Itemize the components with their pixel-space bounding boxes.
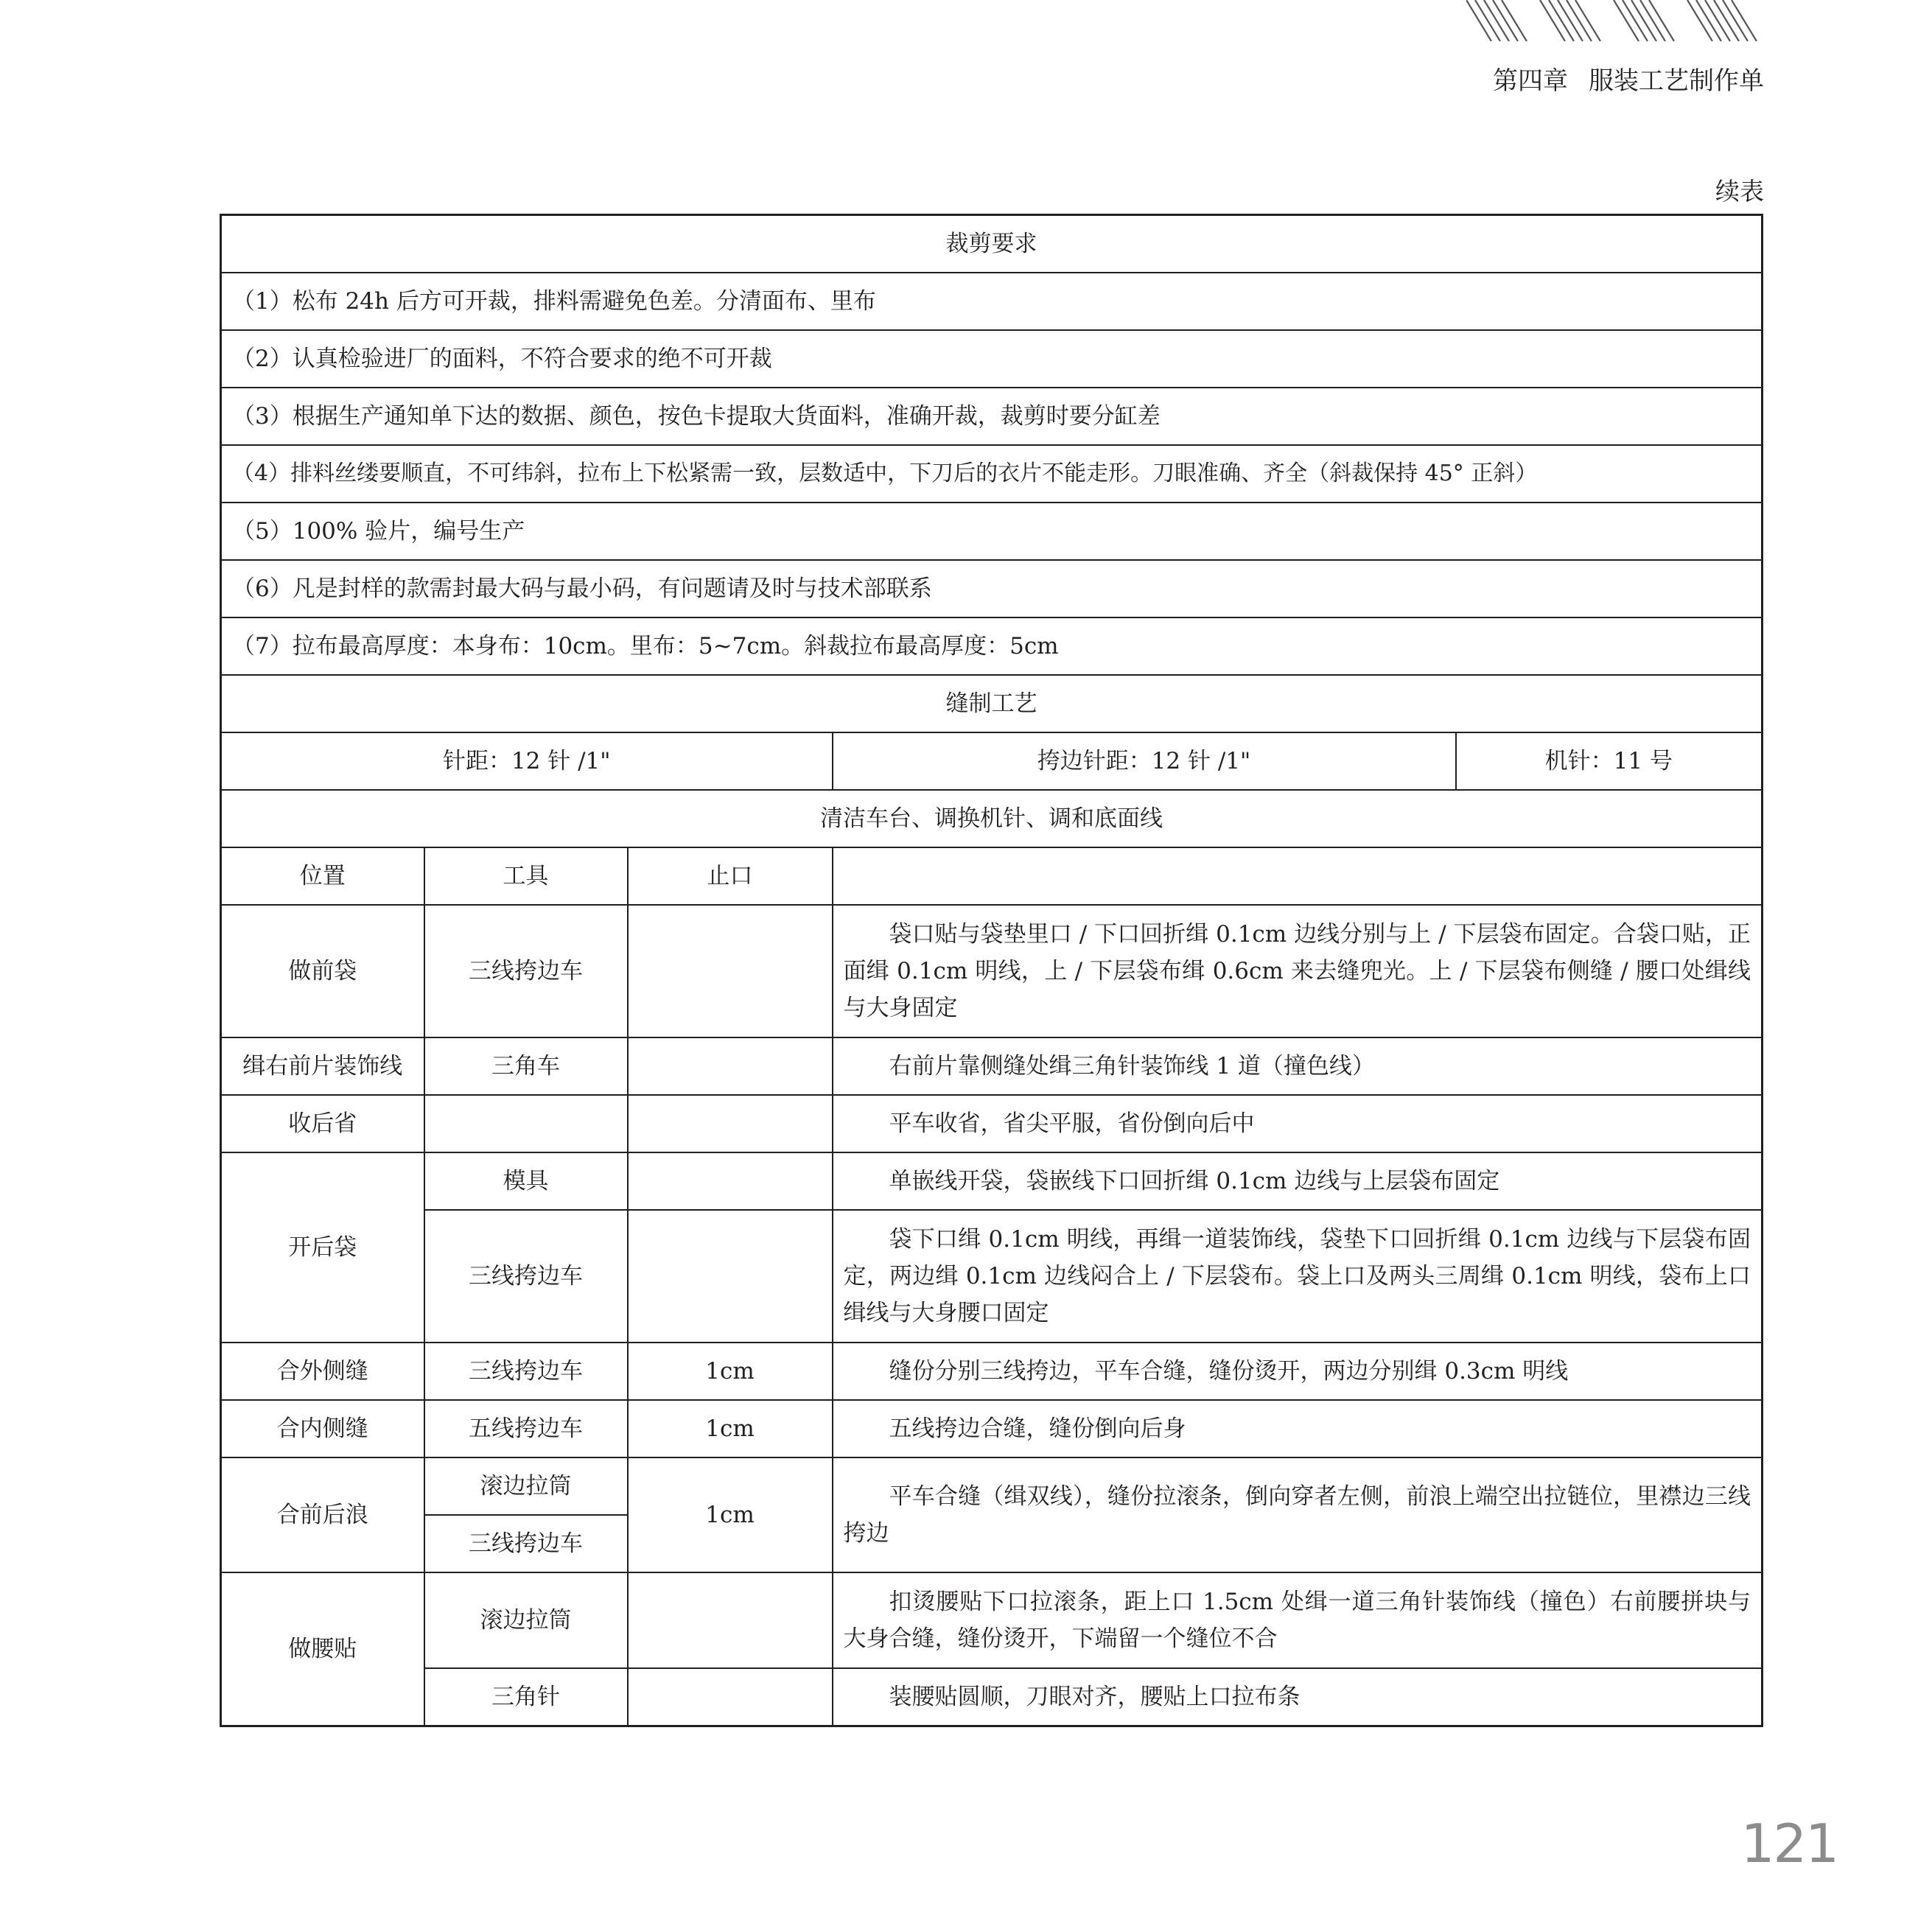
row-tool: 三角车 — [424, 1037, 628, 1095]
row-description: 平车合缝（缉双线），缝份拉滚条，倒向穿者左侧，前浪上端空出拉链位，里襟边三线挎边 — [833, 1457, 1763, 1572]
row-position: 合前后浪 — [221, 1457, 424, 1572]
row-position: 做腰贴 — [221, 1572, 424, 1726]
chapter-title: 服装工艺制作单 — [1589, 66, 1764, 96]
row-tool: 五线挎边车 — [424, 1400, 628, 1457]
row-tool — [424, 1095, 628, 1152]
cutting-item: （7）拉布最高厚度：本身布：10cm。里布：5~7cm。斜裁拉布最高厚度：5cm — [221, 617, 1763, 675]
cutting-item: （3）根据生产通知单下达的数据、颜色，按色卡提取大货面料，准确开裁，裁剪时要分缸差 — [221, 388, 1763, 445]
cutting-item: （5）100% 验片，编号生产 — [221, 503, 1763, 560]
table-row — [221, 905, 1763, 1037]
row-description: 平车收省，省尖平服，省份倒向后中 — [833, 1095, 1763, 1152]
row-allowance — [628, 1095, 833, 1152]
table-row — [221, 1210, 1763, 1343]
process-sheet-table — [220, 214, 1763, 1727]
row-tool: 三线挎边车 — [424, 1515, 628, 1572]
corner-stripes-decoration — [1466, 0, 1761, 41]
cutting-requirements-title: 裁剪要求 — [221, 215, 1763, 273]
table-row — [221, 1572, 1763, 1668]
row-position: 缉右前片装饰线 — [221, 1037, 424, 1095]
row-allowance — [628, 1037, 833, 1095]
cutting-item: （2）认真检验进厂的面料，不符合要求的绝不可开裁 — [221, 330, 1763, 388]
row-allowance — [628, 1152, 833, 1210]
row-allowance: 1cm — [628, 1400, 833, 1457]
row-description: 袋口贴与袋垫里口 / 下口回折缉 0.1cm 边线分别与上 / 下层袋布固定。合袋口贴，正面缉 0.1cm 明线，上 / 下层袋布缉 0.6cm 来去缝兜光。上 / 下层袋布侧缝 / 腰口处缉线与大身固定 — [833, 905, 1763, 1037]
row-description: 装腰贴圆顺，刀眼对齐，腰贴上口拉布条 — [833, 1668, 1763, 1726]
row-tool: 滚边拉筒 — [424, 1457, 628, 1515]
row-tool: 三线挎边车 — [424, 905, 628, 1037]
row-position: 合内侧缝 — [221, 1400, 424, 1457]
table-row — [221, 1037, 1763, 1095]
column-header-position: 位置 — [221, 847, 424, 905]
table-row — [221, 1668, 1763, 1726]
cutting-item: （6）凡是封样的款需封最大码与最小码，有问题请及时与技术部联系 — [221, 560, 1763, 617]
row-position: 收后省 — [221, 1095, 424, 1152]
row-description: 缝份分别三线挎边，平车合缝，缝份烫开，两边分别缉 0.3cm 明线 — [833, 1343, 1763, 1400]
row-tool: 滚边拉筒 — [424, 1572, 628, 1668]
row-tool: 三线挎边车 — [424, 1343, 628, 1400]
column-header-allowance: 止口 — [628, 847, 833, 905]
continued-label: 续表 — [1715, 177, 1764, 206]
row-position: 合外侧缝 — [221, 1343, 424, 1400]
row-tool: 三角针 — [424, 1668, 628, 1726]
table-row — [221, 1095, 1763, 1152]
row-description: 扣烫腰贴下口拉滚条，距上口 1.5cm 处缉一道三角针装饰线（撞色）右前腰拼块与大身合缝，缝份烫开，下端留一个缝位不合 — [833, 1572, 1763, 1668]
table-row — [221, 1400, 1763, 1457]
row-allowance: 1cm — [628, 1343, 833, 1400]
row-position: 做前袋 — [221, 905, 424, 1037]
table-row — [221, 1152, 1763, 1210]
row-allowance — [628, 1668, 833, 1726]
row-description: 袋下口缉 0.1cm 明线，再缉一道装饰线，袋垫下口回折缉 0.1cm 边线与下层袋布固定，两边缉 0.1cm 边线闷合上 / 下层袋布。袋上口及两头三周缉 0.1cm 明线，袋布上口缉线与大身腰口固定 — [833, 1210, 1763, 1343]
row-position: 开后袋 — [221, 1152, 424, 1343]
table-row — [221, 1457, 1763, 1515]
row-allowance — [628, 905, 833, 1037]
table-row — [221, 1343, 1763, 1400]
row-allowance — [628, 1210, 833, 1343]
row-description: 右前片靠侧缝处缉三角针装饰线 1 道（撞色线） — [833, 1037, 1763, 1095]
column-header-tool: 工具 — [424, 847, 628, 905]
row-description: 单嵌线开袋，袋嵌线下口回折缉 0.1cm 边线与上层袋布固定 — [833, 1152, 1763, 1210]
chapter-header — [1493, 60, 1764, 97]
chapter-number: 第四章 — [1493, 66, 1568, 96]
cutting-item: （1）松布 24h 后方可开裁，排料需避免色差。分清面布、里布 — [221, 273, 1763, 330]
row-tool: 三线挎边车 — [424, 1210, 628, 1343]
sewing-process-title: 缝制工艺 — [221, 675, 1763, 732]
row-allowance: 1cm — [628, 1457, 833, 1572]
row-allowance — [628, 1572, 833, 1668]
row-description: 五线挎边合缝，缝份倒向后身 — [833, 1400, 1763, 1457]
cutting-item: （4）排料丝缕要顺直，不可纬斜，拉布上下松紧需一致，层数适中，下刀后的衣片不能走形。刀眼准确、齐全（斜裁保持 45° 正斜） — [221, 445, 1763, 503]
machine-prep-note: 清洁车台、调换机针、调和底面线 — [221, 790, 1763, 847]
row-tool: 模具 — [424, 1152, 628, 1210]
stitch-density: 针距：12 针 /1" — [221, 732, 833, 790]
machine-needle: 机针：11 号 — [1456, 732, 1763, 790]
page-number: 121 — [1740, 1813, 1838, 1875]
column-header-description — [833, 847, 1763, 905]
overlock-stitch-density: 挎边针距：12 针 /1" — [833, 732, 1456, 790]
